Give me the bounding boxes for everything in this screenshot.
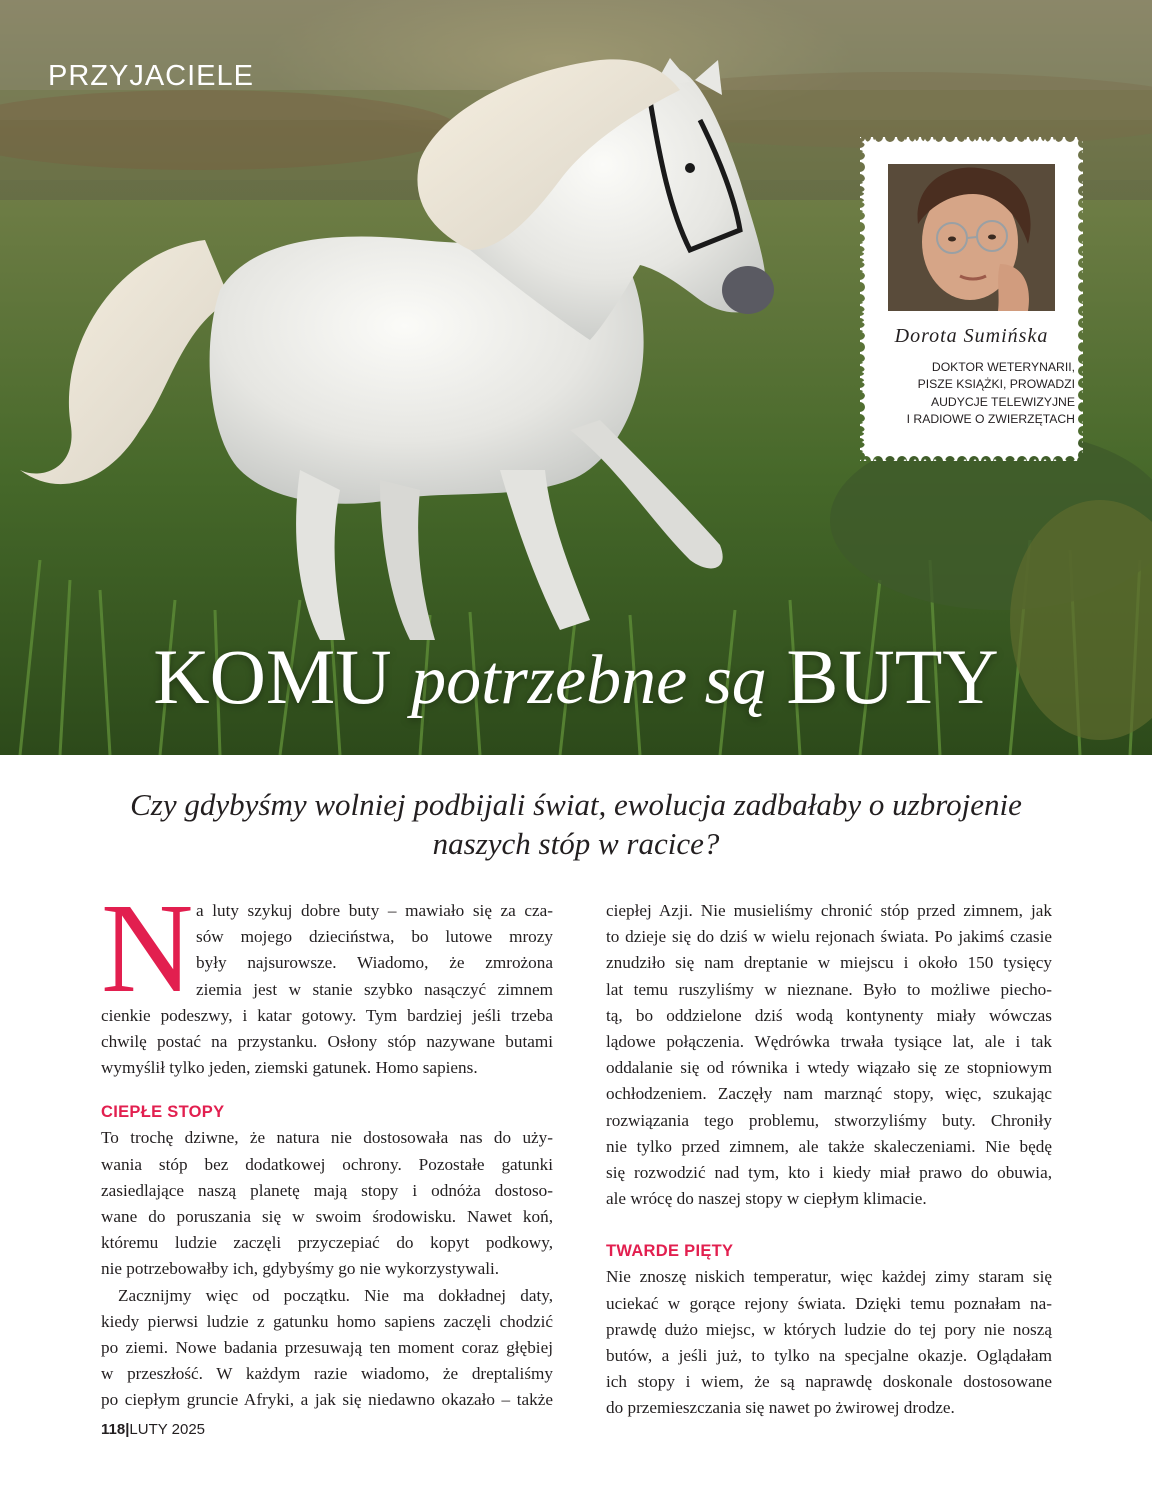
text-line: zasiedlające naszą planetę mają stopy i odnóża dostoso- (101, 1180, 553, 1200)
headline-part-3: BUTY (786, 633, 999, 720)
author-photo (888, 164, 1055, 311)
text-line: to dzieje się do dziś w wielu rejonach świata. Po jakimś czasie (606, 927, 1052, 947)
text-line: się rozwodzić nad tym, kto i kiedy miał prawo do obuwia, (606, 1163, 1052, 1183)
text-line: ciepłej Azji. Nie musieliśmy chronić stóp przed zimnem, jak (606, 901, 1052, 920)
author-card (860, 137, 1083, 461)
text-line: ziemia jest w stanie szybko nasączyć zimnem (196, 979, 553, 999)
text-line: kiedy pierwsi ludzie z gatunku homo sapiens zaczęli chodzić (101, 1311, 553, 1331)
text-line: nie potrzebowałby ich, gdybyśmy go nie wykorzystywali. (101, 1259, 500, 1279)
text-line: rozwiązania tego problemu, stworzyliśmy buty. Chroniły (606, 1110, 1052, 1130)
right-column (606, 898, 1052, 1422)
text-line: ich stopy i wiem, że są naprawdę doskonale dostosowane (606, 1372, 1052, 1392)
paragraph (606, 1264, 1052, 1421)
text-line: lat temu ruszyliśmy w nieznane. Było to możliwe piecho- (606, 979, 1052, 999)
text-line: po ziemi. Nowe badania przesuwają ten moment coraz głębiej (101, 1338, 553, 1358)
text-line: oddalanie się od równika i wtedy wiązało się ze stopniowym (606, 1058, 1052, 1078)
text-line: Nie znoszę niskich temperatur, więc każdej zimy staram się (606, 1267, 1052, 1287)
headline-part-2: potrzebne są (411, 642, 767, 719)
text-line: To trochę dziwne, że natura nie dostosowała nas do uży- (101, 1128, 553, 1148)
text-line: były najsurowsze. Wiadomo, że zmrożona (196, 953, 553, 973)
text-line: lądowe połączenia. Wędrówka trwała tysiące lat, ale i tak (606, 1032, 1052, 1052)
text-line: butów, a jeśli już, to tylko na specjalne okazje. Oglądałam (606, 1346, 1052, 1366)
text-line: wania stóp bez dodatkowej ochrony. Pozostałe gatunki (101, 1154, 553, 1174)
text-line: wane do poruszania się w swoim środowisku. Nawet koń, (101, 1207, 553, 1227)
text-line: cienkie podeszwy, i katar gotowy. Tym bardziej jeśli trzeba (101, 1005, 553, 1025)
text-line: w przeszłość. W każdym razie wiadomo, że dreptaliśmy (101, 1364, 553, 1384)
text-line: nie tylko przed zimnem, ale także skaleczeniami. Nie będę (606, 1136, 1052, 1156)
drop-cap: N (101, 877, 194, 1019)
author-desc-line: AUDYCJE TELEWIZYJNE (930, 394, 1075, 409)
lead (80, 785, 1072, 863)
text-line: po ciepłym gruncie Afryki, a jak się niedawno okazało – także (101, 1390, 553, 1410)
issue-label: LUTY 2025 (129, 1421, 206, 1438)
text-line: wymyślił tylko jeden, ziemski gatunek. Homo sapiens. (101, 1058, 478, 1078)
headline-part-1: KOMU (153, 633, 392, 720)
text-line: któremu ludzie zaczęli przyczepiać do kopyt podkowy, (101, 1233, 553, 1253)
paragraph (101, 1125, 553, 1282)
text-line: a luty szykuj dobre buty – mawiało się za cza- (196, 901, 553, 920)
subheading-warm-feet: CIEPŁE STOPY (101, 1103, 225, 1122)
text-line: uciekać w gorące rejony świata. Dzięki temu poznałam na- (606, 1293, 1052, 1313)
author-desc-line: DOKTOR WETERYNARII, (931, 360, 1075, 374)
page-folio: 118|LUTY 2025 (101, 1421, 206, 1438)
headline (0, 633, 1152, 720)
subheading-hard-heels: TWARDE PIĘTY (606, 1242, 734, 1261)
paragraph (606, 898, 1052, 1212)
author-desc-line: I RADIOWE O ZWIERZĘTACH (906, 411, 1075, 426)
lead-line: naszych stóp w racice? (432, 826, 720, 861)
text-line: chwilę postać na przystanku. Osłony stóp nazywane butami (101, 1032, 553, 1052)
author-desc-line: PISZE KSIĄŻKI, PROWADZI (917, 377, 1075, 392)
text-line: ale wrócę do naszej stopy w ciepłym klimacie. (606, 1189, 927, 1209)
text-line: do przemieszczania się nawet po żwirowej drodze. (606, 1398, 955, 1418)
text-line: tą, bo oddzielone dziś wodą kontynenty miały wówczas (606, 1005, 1052, 1025)
author-name: Dorota Sumińska (894, 325, 1049, 347)
text-line: ochłodzeniem. Zaczęły nam marznąć stopy, więc, szukając (606, 1084, 1052, 1104)
lead-line: Czy gdybyśmy wolniej podbijali świat, ewolucja zadbałaby o uzbrojenie (130, 787, 1022, 822)
section-label: PRZYJACIELE (48, 60, 254, 92)
text-line: znudziło się nam dreptanie w miejscu i około 150 tysięcy (606, 953, 1052, 973)
text-line: sów mojego dzieciństwa, bo lutowe mrozy (196, 927, 553, 947)
text-line: prawdę dużo miejsc, w których ludzie do tej pory nie noszą (606, 1319, 1052, 1339)
text-line: Zacznijmy więc od początku. Nie ma dokładnej daty, (118, 1285, 553, 1305)
left-column (101, 877, 553, 1414)
author-description (868, 359, 1075, 428)
page-number: 118 (101, 1421, 126, 1438)
paragraph (101, 1283, 553, 1414)
